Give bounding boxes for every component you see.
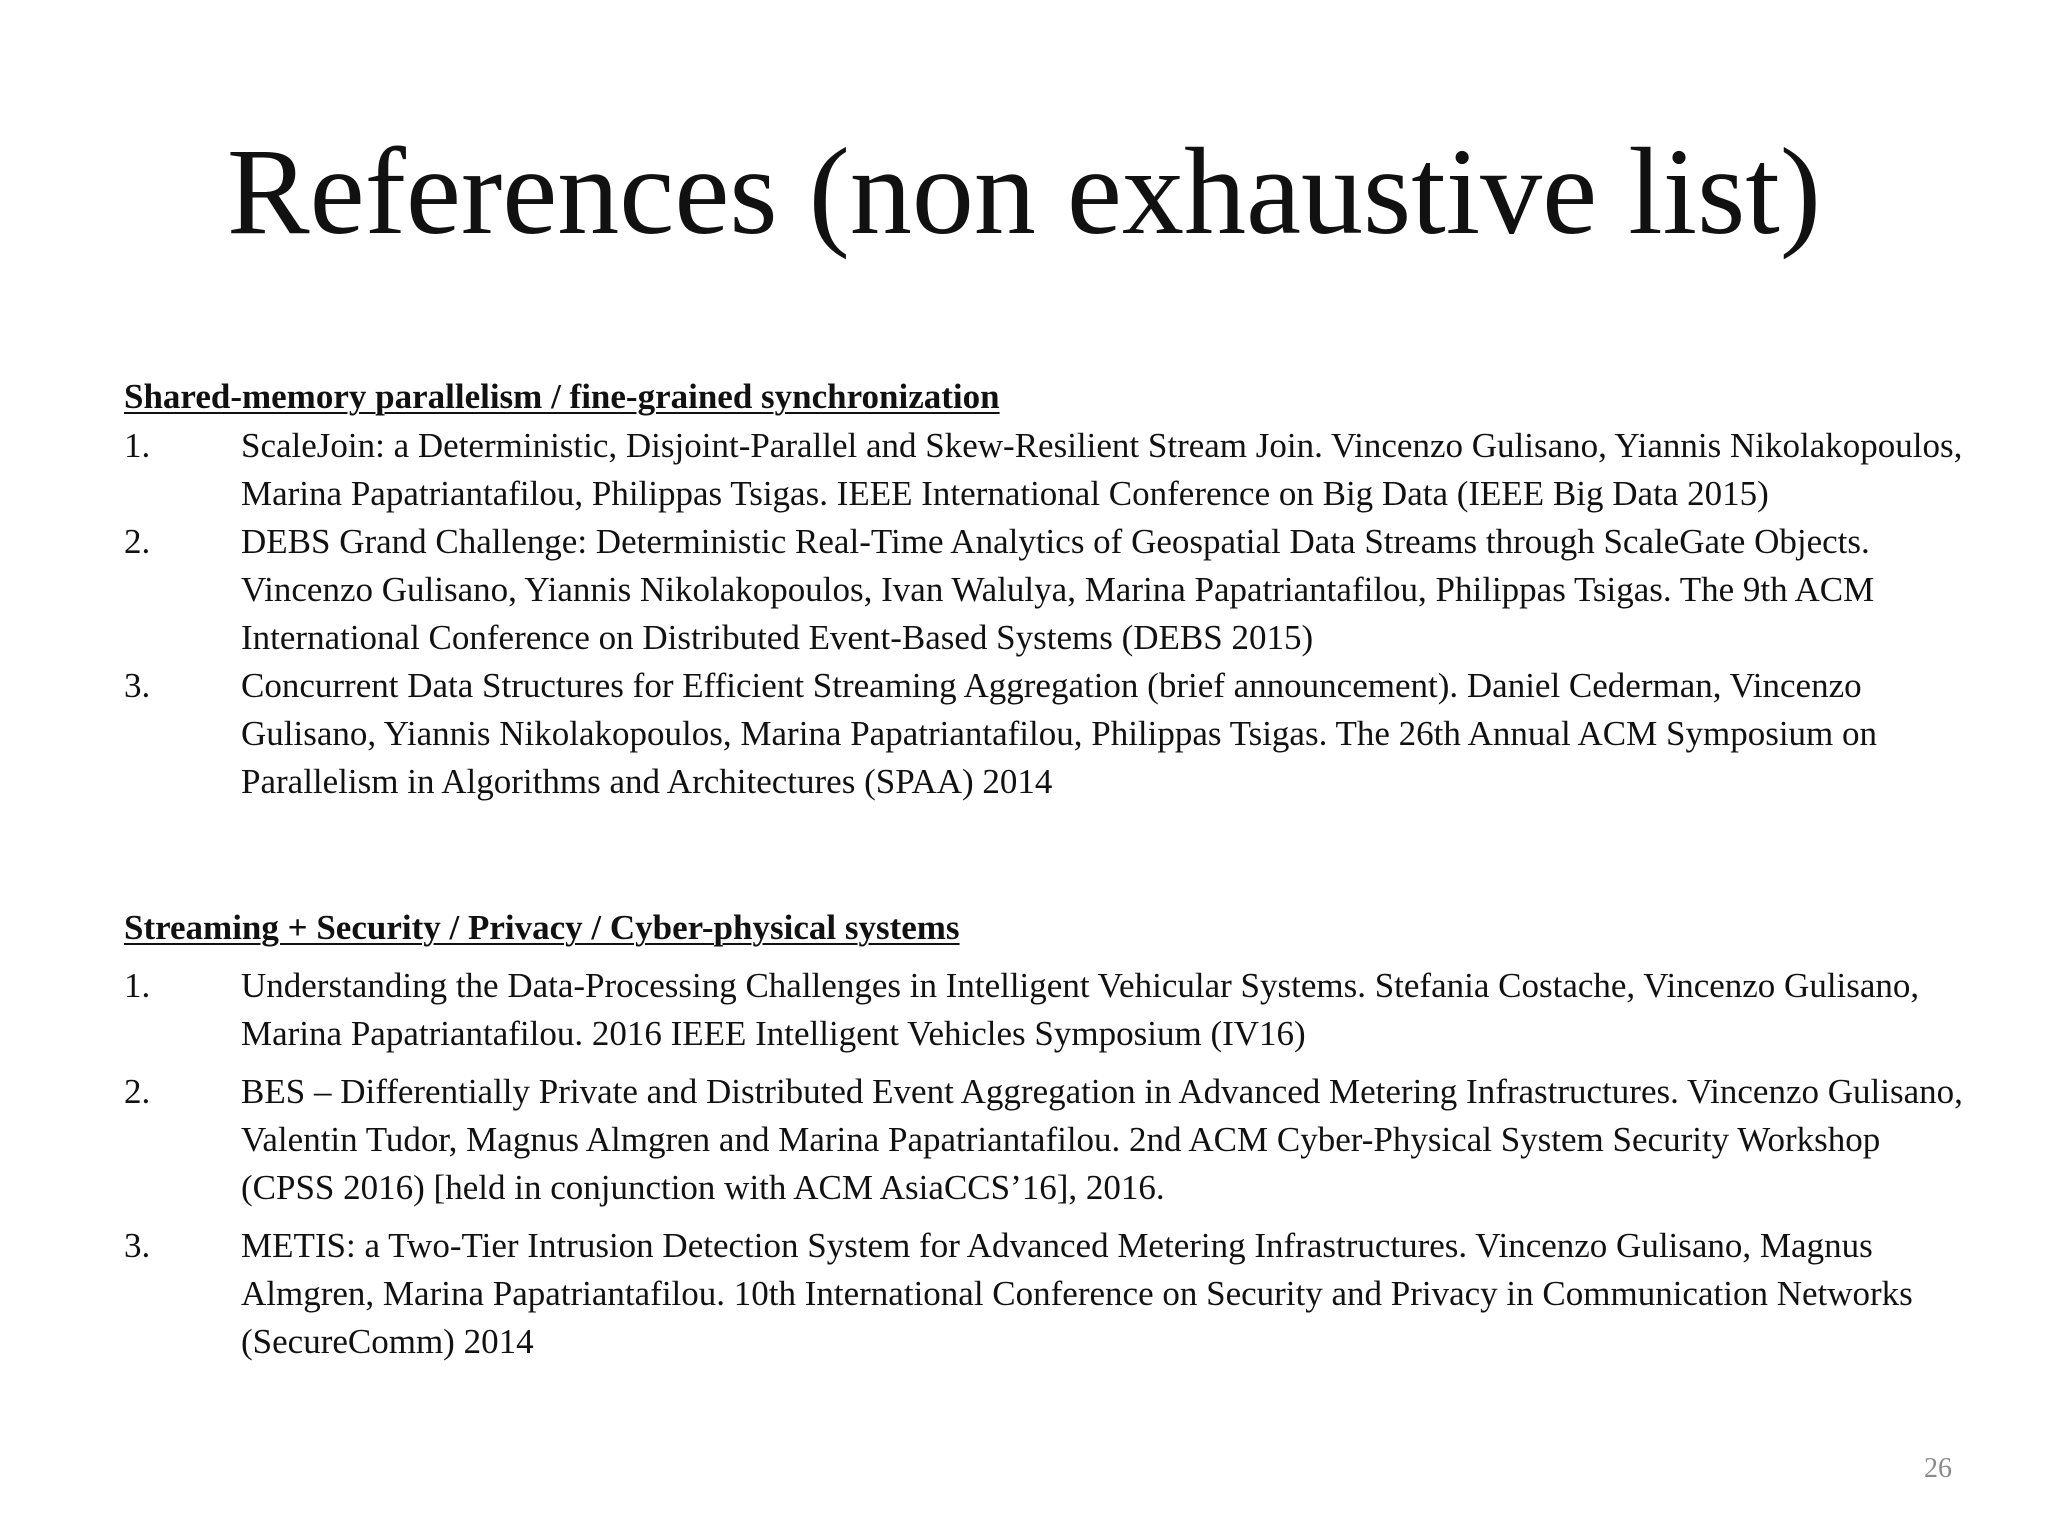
reference-item <box>124 518 1964 662</box>
reference-text: ScaleJoin: a Deterministic, Disjoint-Parallel and Skew-Resilient Stream Join. Vincenzo Gulisano, Yiannis Nikolakopoulos, Marina Papatriantafilou, Philippas Tsigas. IEEE International Conference on Big Data (IEEE Big Data 2015) <box>241 426 1963 513</box>
reference-item <box>124 662 1964 806</box>
reference-list-shared-memory <box>124 422 1964 806</box>
section-heading-shared-memory: Shared-memory parallelism / fine-grained synchronization <box>124 377 1000 416</box>
reference-item <box>124 962 1964 1058</box>
reference-text: DEBS Grand Challenge: Deterministic Real-Time Analytics of Geospatial Data Streams through ScaleGate Objects. Vincenzo Gulisano, Yiannis Nikolakopoulos, Ivan Walulya, Marina Papatriantafilou, Philippas Tsigas. The 9th ACM International Conference on Distributed Event-Based Systems (DEBS 2015) <box>241 522 1875 657</box>
reference-number: 3. <box>124 666 151 705</box>
reference-item <box>124 1068 1964 1212</box>
reference-number: 1. <box>124 426 151 465</box>
reference-text: BES – Differentially Private and Distributed Event Aggregation in Advanced Metering Infrastructures. Vincenzo Gulisano, Valentin Tudor, Magnus Almgren and Marina Papatriantafilou. 2nd ACM Cyber-Physical System Security Workshop (CPSS 2016) [held in conjunction with ACM AsiaCCS’16], 2016. <box>241 1072 1963 1207</box>
slide-title: References (non exhaustive list) <box>226 123 1822 260</box>
reference-number: 3. <box>124 1226 151 1265</box>
reference-text: Concurrent Data Structures for Efficient Streaming Aggregation (brief announcement). Daniel Cederman, Vincenzo Gulisano, Yiannis Nikolakopoulos, Marina Papatriantafilou, Philippas Tsigas. The 26th Annual ACM Symposium on Parallelism in Algorithms and Architectures (SPAA) 2014 <box>241 666 1878 801</box>
section-heading-streaming-security: Streaming + Security / Privacy / Cyber-physical systems <box>124 908 960 947</box>
reference-item <box>124 1222 1964 1366</box>
reference-number: 1. <box>124 966 151 1005</box>
reference-number: 2. <box>124 1072 151 1111</box>
page-number: 26 <box>1924 1453 1952 1484</box>
reference-item <box>124 422 1964 518</box>
reference-text: METIS: a Two-Tier Intrusion Detection System for Advanced Metering Infrastructures. Vincenzo Gulisano, Magnus Almgren, Marina Papatriantafilou. 10th International Conference on Security and Privacy in Communication Networks (SecureComm) 2014 <box>241 1226 1913 1361</box>
reference-list-streaming-security <box>124 962 1964 1376</box>
reference-text: Understanding the Data-Processing Challenges in Intelligent Vehicular Systems. Stefania Costache, Vincenzo Gulisano, Marina Papatriantafilou. 2016 IEEE Intelligent Vehicles Symposium (IV16) <box>241 966 1920 1053</box>
reference-number: 2. <box>124 522 151 561</box>
